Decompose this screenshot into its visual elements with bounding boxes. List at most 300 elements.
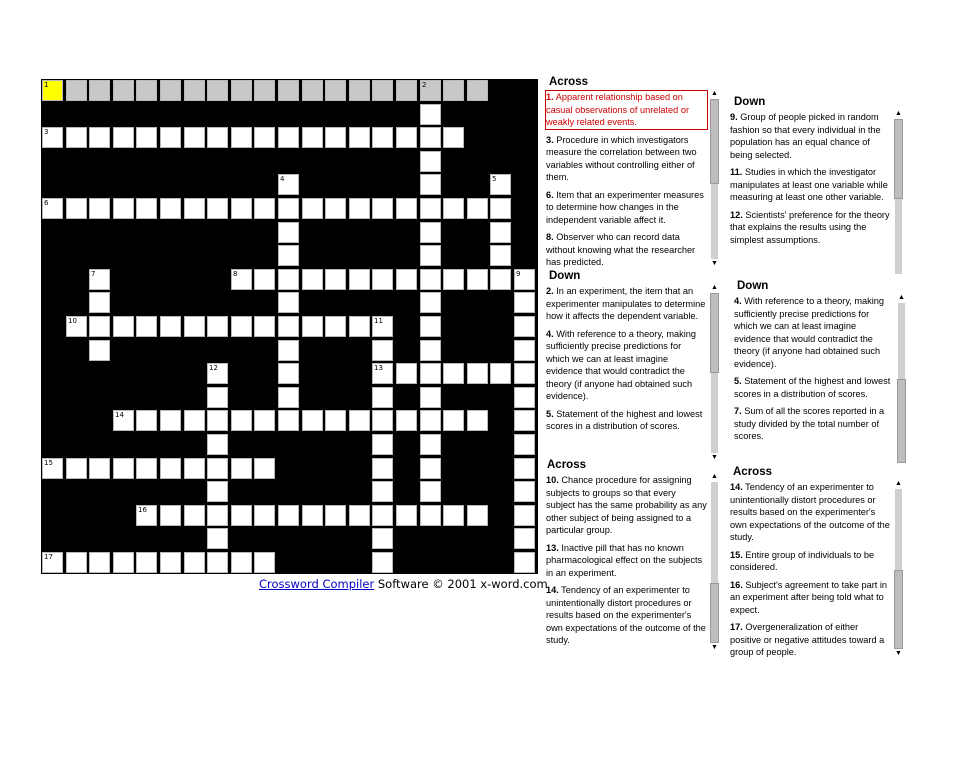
grid-cell[interactable] <box>420 174 441 195</box>
grid-cell[interactable] <box>160 198 181 219</box>
grid-cell[interactable] <box>349 410 370 431</box>
grid-cell[interactable] <box>349 198 370 219</box>
grid-cell[interactable] <box>443 410 464 431</box>
clue-item[interactable] <box>545 188 708 228</box>
clue-text: In an experiment, the item that an experimenter manipulates to determine how it affects the dependent variable. <box>546 286 706 321</box>
clue-item[interactable] <box>545 90 708 130</box>
clue-text: Statement of the highest and lowest scores in a distribution of scores. <box>734 376 891 399</box>
grid-cell[interactable] <box>490 174 511 195</box>
clue-number: 13. <box>546 542 559 553</box>
scroll-down-icon[interactable]: ▼ <box>711 454 718 461</box>
clue-item[interactable] <box>545 583 708 648</box>
grid-cell[interactable] <box>325 80 346 101</box>
panel-heading: Across <box>547 459 586 471</box>
grid-cell[interactable] <box>160 458 181 479</box>
clue-item[interactable] <box>545 284 708 324</box>
scroll-thumb[interactable] <box>897 379 906 463</box>
clue-text: Entire group of individuals to be considered. <box>730 549 875 572</box>
grid-cell[interactable] <box>207 458 228 479</box>
grid-cell[interactable] <box>420 363 441 384</box>
grid-cell[interactable] <box>396 127 417 148</box>
grid-cell[interactable] <box>514 552 535 573</box>
grid-cell[interactable] <box>514 528 535 549</box>
grid-cell[interactable] <box>396 198 417 219</box>
grid-cell[interactable] <box>278 80 299 101</box>
scrollbar[interactable] <box>710 473 719 652</box>
grid-cell[interactable] <box>254 458 275 479</box>
clue-list <box>545 90 708 268</box>
grid-cell[interactable] <box>207 127 228 148</box>
clue-number: 7. <box>734 406 742 416</box>
grid-cell[interactable] <box>349 505 370 526</box>
grid-cell[interactable] <box>372 316 393 337</box>
scroll-up-icon[interactable]: ▲ <box>711 284 718 291</box>
clue-text: With reference to a theory, making sufficiently precise predictions for which we can at least imagine evidence that would contradict the theory (if anyone had obtained such evidence). <box>546 328 696 401</box>
clue-item[interactable] <box>545 473 708 538</box>
clue-number: 15. <box>730 549 743 560</box>
grid-cell[interactable] <box>372 387 393 408</box>
grid-cell[interactable] <box>136 458 157 479</box>
grid-cell[interactable] <box>254 269 275 290</box>
panel-heading: Down <box>737 280 769 292</box>
grid-cell[interactable] <box>467 505 488 526</box>
scroll-thumb[interactable] <box>894 119 903 199</box>
grid-cell[interactable] <box>514 269 535 290</box>
grid-cell[interactable] <box>443 80 464 101</box>
grid-cell[interactable] <box>278 292 299 313</box>
clue-number: 11. <box>730 167 743 177</box>
clue-number: 7 <box>91 270 96 278</box>
grid-cell[interactable] <box>278 363 299 384</box>
panel-heading: Down <box>734 96 766 108</box>
grid-cell[interactable] <box>467 410 488 431</box>
grid-cell[interactable] <box>325 410 346 431</box>
clue-list <box>729 480 891 658</box>
grid-cell[interactable] <box>113 552 134 573</box>
grid-cell[interactable] <box>231 316 252 337</box>
clue-number: 8. <box>546 232 554 242</box>
grid-cell[interactable] <box>278 269 299 290</box>
grid-cell[interactable] <box>372 340 393 361</box>
clue-number: 17. <box>730 622 743 632</box>
clue-text: Scientists' preference for the theory that explains the results using the simplest assumptions. <box>730 209 890 245</box>
grid-cell[interactable] <box>136 80 157 101</box>
clue-item[interactable] <box>545 133 708 185</box>
grid-cell[interactable] <box>160 127 181 148</box>
grid-cell[interactable] <box>490 269 511 290</box>
grid-cell[interactable] <box>372 481 393 502</box>
clue-item[interactable] <box>729 578 891 618</box>
grid-cell[interactable] <box>160 410 181 431</box>
grid-cell[interactable] <box>514 387 535 408</box>
grid-cell[interactable] <box>66 127 87 148</box>
clue-text: Tendency of an experimenter to unintentionally distort procedures or results based on the experimenter's own expectations of the outcome of the study. <box>546 585 706 645</box>
scroll-thumb[interactable] <box>710 99 719 184</box>
grid-cell[interactable] <box>278 245 299 266</box>
grid-cell[interactable] <box>160 316 181 337</box>
grid-cell[interactable] <box>231 410 252 431</box>
scroll-down-icon[interactable]: ▼ <box>895 650 902 657</box>
grid-cell[interactable] <box>325 127 346 148</box>
grid-cell[interactable] <box>514 363 535 384</box>
crossword-compiler-link[interactable]: Crossword Compiler <box>259 577 375 591</box>
grid-cell[interactable] <box>231 505 252 526</box>
grid-cell[interactable] <box>207 410 228 431</box>
grid-cell[interactable] <box>372 80 393 101</box>
clue-text: Chance procedure for assigning subjects to groups so that every subject has the same probability as any other subject of being assigned to a particular group. <box>546 475 707 535</box>
clue-number: 6 <box>44 199 49 207</box>
clue-number: 11 <box>374 317 383 325</box>
grid-cell[interactable] <box>278 410 299 431</box>
grid-cell[interactable] <box>372 410 393 431</box>
grid-cell[interactable] <box>89 552 110 573</box>
grid-cell[interactable] <box>349 269 370 290</box>
grid-cell[interactable] <box>113 458 134 479</box>
grid-cell[interactable] <box>396 80 417 101</box>
grid-cell[interactable] <box>207 198 228 219</box>
grid-cell[interactable] <box>278 316 299 337</box>
scroll-up-icon[interactable]: ▲ <box>898 294 905 301</box>
grid-cell[interactable] <box>136 127 157 148</box>
grid-cell[interactable] <box>66 198 87 219</box>
grid-cell[interactable] <box>184 410 205 431</box>
scrollbar[interactable] <box>894 110 903 276</box>
grid-cell[interactable] <box>514 505 535 526</box>
grid-cell[interactable] <box>514 340 535 361</box>
grid-cell[interactable] <box>490 363 511 384</box>
grid-cell[interactable] <box>254 552 275 573</box>
grid-cell[interactable] <box>420 245 441 266</box>
grid-cell[interactable] <box>372 528 393 549</box>
grid-cell[interactable] <box>420 127 441 148</box>
clue-number: 1. <box>546 92 554 102</box>
grid-cell[interactable] <box>490 245 511 266</box>
grid-cell[interactable] <box>372 434 393 455</box>
grid-cell[interactable] <box>349 127 370 148</box>
grid-cell[interactable] <box>207 481 228 502</box>
clue-number: 10. <box>546 475 559 485</box>
grid-cell[interactable] <box>42 458 63 479</box>
grid-cell[interactable] <box>160 80 181 101</box>
grid-cell[interactable] <box>184 316 205 337</box>
clue-item[interactable] <box>733 404 893 444</box>
clue-number: 13 <box>374 364 383 372</box>
grid-cell[interactable] <box>278 127 299 148</box>
scrollbar[interactable] <box>897 294 906 470</box>
grid-cell[interactable] <box>254 80 275 101</box>
grid-cell[interactable] <box>372 552 393 573</box>
clue-text: Studies in which the investigator manipulates at least one variable while measuring at least one other variable. <box>730 167 888 202</box>
clue-list <box>545 473 708 652</box>
grid-cell[interactable] <box>514 410 535 431</box>
grid-cell[interactable] <box>113 410 134 431</box>
clue-text: Tendency of an experimenter to unintentionally distort procedures or results based on the experimenter's own expectations of the outcome of the study. <box>730 482 890 542</box>
grid-cell[interactable] <box>136 410 157 431</box>
scroll-thumb[interactable] <box>710 293 719 373</box>
clue-item[interactable] <box>729 208 891 248</box>
grid-cell[interactable] <box>42 198 63 219</box>
clue-item[interactable] <box>733 294 893 371</box>
clue-number: 4 <box>280 175 285 183</box>
grid-cell[interactable] <box>254 198 275 219</box>
clue-number: 1 <box>44 81 49 89</box>
grid-cell[interactable] <box>113 127 134 148</box>
clue-number: 4. <box>546 328 554 339</box>
clue-item[interactable] <box>729 480 891 545</box>
crossword-grid <box>41 79 538 574</box>
clue-number: 9 <box>516 270 521 278</box>
across-clues-panel-1 <box>545 76 720 268</box>
scrollbar[interactable] <box>710 90 719 268</box>
clue-text: Item that an experimenter measures to determine how changes in the independent variable affect it. <box>546 189 704 225</box>
clue-list <box>545 284 708 462</box>
grid-cell[interactable] <box>420 458 441 479</box>
grid-cell[interactable] <box>349 80 370 101</box>
clue-number: 5. <box>734 376 742 386</box>
grid-cell[interactable] <box>467 198 488 219</box>
clue-text: Observer who can record data without knowing what the researcher has predicted. <box>546 232 696 267</box>
grid-cell[interactable] <box>278 505 299 526</box>
grid-cell[interactable] <box>325 198 346 219</box>
grid-cell[interactable] <box>514 316 535 337</box>
grid-cell[interactable] <box>278 387 299 408</box>
scroll-down-icon[interactable]: ▼ <box>711 644 718 651</box>
grid-cell[interactable] <box>302 410 323 431</box>
grid-cell[interactable] <box>443 363 464 384</box>
grid-cell[interactable] <box>207 552 228 573</box>
grid-cell[interactable] <box>42 552 63 573</box>
clue-item[interactable] <box>545 327 708 404</box>
grid-cell[interactable] <box>420 292 441 313</box>
grid-cell[interactable] <box>325 269 346 290</box>
grid-cell[interactable] <box>207 434 228 455</box>
grid-cell[interactable] <box>113 316 134 337</box>
grid-cell[interactable] <box>136 505 157 526</box>
scrollbar[interactable] <box>710 284 719 462</box>
clue-list <box>729 110 891 276</box>
across-clues-panel-2 <box>545 459 720 652</box>
panel-heading: Across <box>549 76 588 88</box>
across-clues-panel-3 <box>729 466 909 658</box>
grid-cell[interactable] <box>184 198 205 219</box>
clue-item[interactable] <box>733 374 893 401</box>
grid-cell[interactable] <box>254 316 275 337</box>
grid-cell[interactable] <box>231 458 252 479</box>
grid-cell[interactable] <box>113 198 134 219</box>
grid-cell[interactable] <box>420 80 441 101</box>
grid-cell[interactable] <box>278 174 299 195</box>
clue-item[interactable] <box>729 620 891 658</box>
grid-cell[interactable] <box>420 316 441 337</box>
grid-cell[interactable] <box>420 434 441 455</box>
grid-cell[interactable] <box>372 198 393 219</box>
grid-cell[interactable] <box>420 151 441 172</box>
grid-cell[interactable] <box>113 80 134 101</box>
clue-number: 12 <box>209 364 218 372</box>
grid-cell[interactable] <box>89 458 110 479</box>
clue-item[interactable] <box>545 230 708 268</box>
grid-cell[interactable] <box>231 127 252 148</box>
grid-cell[interactable] <box>372 458 393 479</box>
grid-cell[interactable] <box>372 127 393 148</box>
grid-cell[interactable] <box>420 222 441 243</box>
grid-cell[interactable] <box>184 552 205 573</box>
scroll-thumb[interactable] <box>710 583 719 643</box>
clue-number: 2 <box>422 81 427 89</box>
grid-cell[interactable] <box>89 127 110 148</box>
grid-cell[interactable] <box>349 316 370 337</box>
grid-cell[interactable] <box>302 198 323 219</box>
credit-line <box>259 577 548 591</box>
clue-number: 3 <box>44 128 49 136</box>
grid-cell[interactable] <box>443 269 464 290</box>
grid-cell[interactable] <box>443 198 464 219</box>
grid-cell[interactable] <box>66 552 87 573</box>
grid-cell[interactable] <box>372 269 393 290</box>
grid-cell[interactable] <box>514 434 535 455</box>
grid-cell[interactable] <box>184 127 205 148</box>
grid-cell[interactable] <box>89 340 110 361</box>
grid-cell[interactable] <box>420 505 441 526</box>
grid-cell[interactable] <box>207 316 228 337</box>
grid-cell[interactable] <box>42 80 63 101</box>
grid-cell[interactable] <box>372 505 393 526</box>
grid-cell[interactable] <box>231 552 252 573</box>
grid-cell[interactable] <box>231 269 252 290</box>
grid-cell[interactable] <box>254 505 275 526</box>
clue-text: Procedure in which investigators measure the correlation between two variables without controlling either of them. <box>546 134 697 182</box>
grid-cell[interactable] <box>443 127 464 148</box>
clue-number: 14. <box>730 482 743 492</box>
grid-cell[interactable] <box>443 505 464 526</box>
clue-text: Group of people picked in random fashion so that every individual in the population has an equal chance of being selected. <box>730 112 881 160</box>
grid-cell[interactable] <box>396 410 417 431</box>
grid-cell[interactable] <box>325 505 346 526</box>
clue-number: 6. <box>546 189 554 200</box>
grid-cell[interactable] <box>136 552 157 573</box>
scroll-down-icon[interactable]: ▼ <box>711 260 718 267</box>
grid-cell[interactable] <box>160 552 181 573</box>
grid-cell[interactable] <box>302 269 323 290</box>
clue-number: 10 <box>68 317 77 325</box>
grid-cell[interactable] <box>66 458 87 479</box>
grid-cell[interactable] <box>514 481 535 502</box>
grid-cell[interactable] <box>420 269 441 290</box>
grid-cell[interactable] <box>490 198 511 219</box>
scroll-up-icon[interactable]: ▲ <box>895 110 902 117</box>
clue-item[interactable] <box>545 541 708 581</box>
grid-cell[interactable] <box>302 80 323 101</box>
panel-heading: Across <box>733 466 772 478</box>
clue-number: 3. <box>546 134 554 145</box>
grid-cell[interactable] <box>207 363 228 384</box>
grid-cell[interactable] <box>254 410 275 431</box>
clue-text: Overgeneralization of either positive or negative attitudes toward a group of people. <box>730 622 885 657</box>
scrollbar[interactable] <box>894 480 903 658</box>
clue-item[interactable] <box>729 548 891 575</box>
grid-cell[interactable] <box>302 127 323 148</box>
grid-cell[interactable] <box>207 505 228 526</box>
grid-cell[interactable] <box>396 505 417 526</box>
clue-item[interactable] <box>729 165 891 205</box>
grid-cell[interactable] <box>278 222 299 243</box>
grid-cell[interactable] <box>467 363 488 384</box>
grid-cell[interactable] <box>396 269 417 290</box>
grid-cell[interactable] <box>184 458 205 479</box>
grid-cell[interactable] <box>89 269 110 290</box>
grid-cell[interactable] <box>254 127 275 148</box>
clue-number: 12. <box>730 209 743 220</box>
clue-number: 17 <box>44 553 53 561</box>
grid-cell[interactable] <box>396 363 417 384</box>
scroll-up-icon[interactable]: ▲ <box>895 480 902 487</box>
clue-list <box>733 294 893 470</box>
grid-cell[interactable] <box>231 80 252 101</box>
grid-cell[interactable] <box>207 528 228 549</box>
clue-number: 16. <box>730 579 743 590</box>
grid-cell[interactable] <box>278 198 299 219</box>
clue-item[interactable] <box>545 407 708 434</box>
grid-cell[interactable] <box>420 387 441 408</box>
grid-cell[interactable] <box>66 80 87 101</box>
grid-cell[interactable] <box>231 198 252 219</box>
grid-cell[interactable] <box>420 410 441 431</box>
grid-cell[interactable] <box>420 198 441 219</box>
grid-cell[interactable] <box>42 127 63 148</box>
grid-cell[interactable] <box>89 198 110 219</box>
grid-cell[interactable] <box>136 316 157 337</box>
down-clues-panel-2 <box>729 96 909 276</box>
grid-cell[interactable] <box>372 363 393 384</box>
clue-number: 16 <box>138 506 147 514</box>
grid-cell[interactable] <box>89 80 110 101</box>
clue-number: 14 <box>115 411 124 419</box>
scroll-thumb[interactable] <box>894 570 903 649</box>
clue-number: 4. <box>734 296 742 306</box>
clue-number: 2. <box>546 286 554 296</box>
scroll-up-icon[interactable]: ▲ <box>711 473 718 480</box>
down-clues-panel-1 <box>545 270 720 462</box>
grid-cell[interactable] <box>420 340 441 361</box>
grid-cell[interactable] <box>514 292 535 313</box>
grid-cell[interactable] <box>467 80 488 101</box>
clue-number: 5 <box>492 175 497 183</box>
grid-cell[interactable] <box>278 340 299 361</box>
grid-cell[interactable] <box>184 80 205 101</box>
grid-cell[interactable] <box>136 198 157 219</box>
grid-cell[interactable] <box>302 505 323 526</box>
grid-cell[interactable] <box>184 505 205 526</box>
grid-cell[interactable] <box>490 222 511 243</box>
clue-text: Inactive pill that has no known pharmacological effect on the subjects in an experiment. <box>546 542 703 578</box>
grid-cell[interactable] <box>207 80 228 101</box>
grid-cell[interactable] <box>89 292 110 313</box>
grid-cell[interactable] <box>420 104 441 125</box>
grid-cell[interactable] <box>420 481 441 502</box>
grid-cell[interactable] <box>89 316 110 337</box>
grid-cell[interactable] <box>302 316 323 337</box>
grid-cell[interactable] <box>514 458 535 479</box>
clue-text: Subject's agreement to take part in an experiment after being told what to expect. <box>730 579 888 615</box>
grid-cell[interactable] <box>160 505 181 526</box>
grid-cell[interactable] <box>66 316 87 337</box>
grid-cell[interactable] <box>325 316 346 337</box>
scroll-up-icon[interactable]: ▲ <box>711 90 718 97</box>
clue-text: With reference to a theory, making sufficiently precise predictions for which we can at least imagine evidence that would contradict the theory (if anyone had obtained such evidence). <box>734 296 884 369</box>
clue-item[interactable] <box>729 110 891 162</box>
grid-cell[interactable] <box>467 269 488 290</box>
grid-cell[interactable] <box>207 387 228 408</box>
